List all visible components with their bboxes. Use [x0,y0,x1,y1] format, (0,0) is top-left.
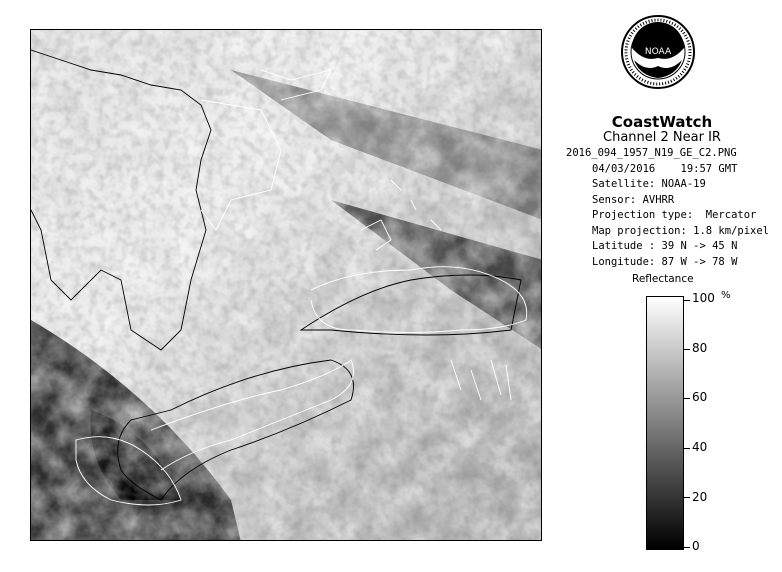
projection-type-text: Projection type: Mercator [592,209,757,221]
reflectance-color-bar [646,296,684,550]
scale-title: Reflectance [632,273,694,285]
longitude-text: Longitude: 87 W -> 78 W [592,256,738,268]
scale-tick [684,349,690,350]
scale-label-60: 60 [692,390,708,404]
satellite-text: Satellite: NOAA-19 [592,178,706,190]
scale-label-80: 80 [692,341,708,355]
scale-label-100: 100 [692,291,715,305]
scale-tick [684,398,690,399]
satellite-image [30,29,542,541]
scale-tick [684,547,690,548]
filename-text: 2016_094_1957_N19_GE_C2.PNG [566,147,737,159]
latitude-text: Latitude : 39 N -> 45 N [592,240,738,252]
noaa-logo [620,14,696,90]
map-projection-text: Map projection: 1.8 km/pixel [592,225,770,237]
datetime-text: 04/03/2016 19:57 GMT [592,163,738,175]
scale-tick [684,300,690,301]
scale-label-0: 0 [692,539,700,553]
scale-tick [684,497,690,498]
logo-text: NOAA [644,47,672,57]
scale-label-40: 40 [692,440,708,454]
app-title: CoastWatch [611,113,713,131]
channel-subtitle: Channel 2 Near IR [603,130,721,145]
scale-tick [684,448,690,449]
scale-label-20: 20 [692,490,708,504]
sensor-text: Sensor: AVHRR [592,194,675,206]
satellite-imagery-svg [31,30,542,541]
scale-unit: % [721,290,731,301]
